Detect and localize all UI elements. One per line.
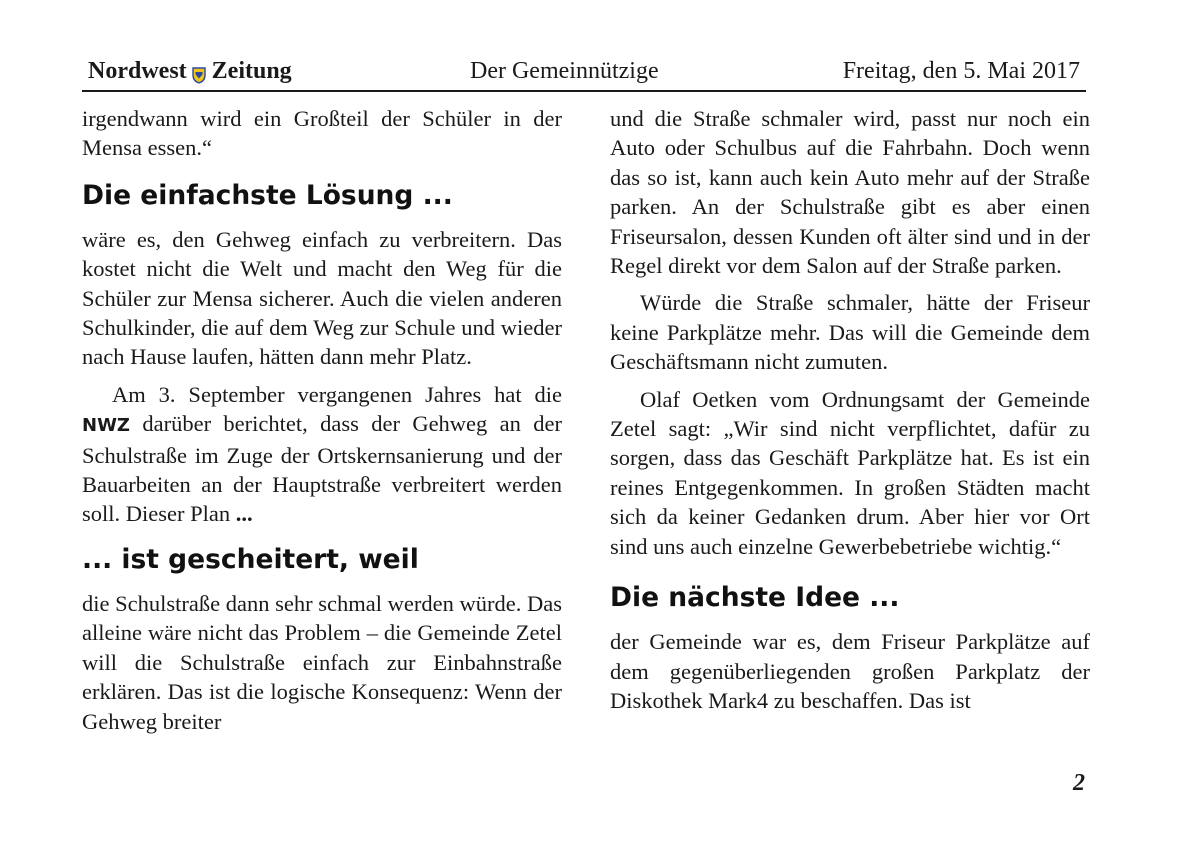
paragraph: Würde die Straße schmaler, hätte der Friseur keine Parkplätze mehr. Das will die Gemeinde dem Geschäftsmann nicht zumuten.: [610, 290, 1090, 375]
paragraph: [82, 380, 562, 529]
paragraph: die Schulstraße dann sehr schmal werden würde. Das alleine wäre nicht das Problem – die Gemeinde Zetel will die Schulstraße einfach zur Einbahnstraße erklären. Das ist die logische Konsequenz: Wenn der Gehweg breiter: [82, 590, 562, 734]
publication-title: Der Gemeinnützige: [470, 58, 659, 84]
section-heading: ... ist gescheitert, weil: [82, 543, 419, 575]
left-column: [82, 104, 562, 736]
paragraph: Olaf Oetken vom Ordnungsamt der Gemeinde Zetel sagt: „Wir sind nicht verpflichtet, dafür zu sorgen, dass das Geschäft Parkplätze hat. Es ist ein reines Entgegenkommen. In großen Städten macht sich da keiner Gedanken drum. Aber hier vor Ort sind uns auch einzelne Gewerbebetriebe wichtig.“: [610, 386, 1090, 559]
crest-icon: [192, 64, 206, 81]
nwz-abbreviation: NWZ: [82, 415, 130, 437]
page-header: [82, 56, 1086, 92]
text-run: Am 3. September vergangenen Jahres hat die: [112, 381, 562, 407]
paragraph: wäre es, den Gehweg einfach zu verbreitern. Das kostet nicht die Welt und macht den Weg für die Schüler zur Mensa sicherer. Auch die vielen anderen Schulkinder, die auf dem Weg zur Schule und wieder nach Hause laufen, hätten dann mehr Platz.: [82, 226, 562, 370]
paragraph: irgendwann wird ein Großteil der Schüler in der Mensa essen.“: [82, 106, 562, 161]
right-column: [610, 104, 1090, 715]
ellipsis: ...: [235, 501, 253, 527]
brand-name-right: Zeitung: [211, 58, 292, 84]
paragraph: der Gemeinde war es, dem Friseur Parkplätze auf dem gegenüberliegenden großen Parkplatz der Diskothek Mark4 zu beschaffen. Das ist: [610, 629, 1090, 713]
section-heading: Die einfachste Lösung ...: [82, 179, 453, 211]
paragraph: und die Straße schmaler wird, passt nur noch ein Auto oder Schulbus auf die Fahrbahn. Doch wenn das so ist, kann auch kein Auto mehr auf der Straße parken. An der Schulstraße gibt es aber einen Friseursalon, dessen Kunden oft älter sind und in der Regel direkt vor dem Salon auf der Straße parken.: [610, 106, 1090, 279]
section-heading: Die nächste Idee ...: [610, 582, 900, 614]
text-run: darüber berichtet, dass der Gehweg an der Schulstraße im Zuge der Ortskernsanierung und der Bauarbeiten an der Hauptstraße verbreitert werden soll. Dieser Plan: [82, 411, 562, 527]
issue-date: Freitag, den 5. Mai 2017: [842, 58, 1080, 84]
page-number: 2: [1073, 770, 1085, 796]
brand-name-left: Nordwest: [88, 58, 187, 84]
brand-logo: [88, 58, 292, 85]
